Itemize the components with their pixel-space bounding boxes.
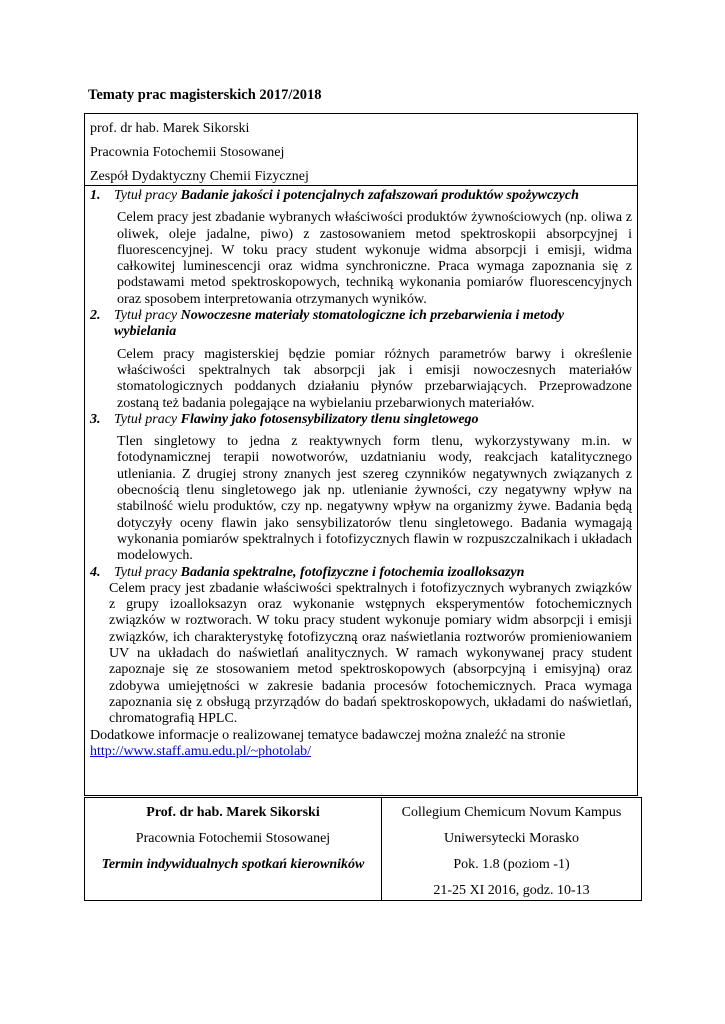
meeting-table [84,797,642,901]
topic-4-heading [90,565,632,581]
topic-label: Tytuł pracy [114,411,178,427]
topic-number: 3. [90,411,101,427]
supervisor-name: Prof. dr hab. Marek Sikorski [146,805,320,820]
topic-label: Tytuł pracy [114,188,178,203]
topic-1-heading [90,188,632,204]
lab-name: Pracownia Fotochemii Stosowanej [90,145,285,160]
topic-label: Tytuł pracy [114,308,178,324]
topic-label: Tytuł pracy [114,564,178,580]
topic-2-body: Celem pracy magisterskiej będzie pomiar różnych parametrów barwy i określenie właściwości spektralnych tak absorpcji jak i emisji nowoczesnych materiałów stomatologicznych poddanych działaniu płynów przebarwiających. Przeprowadzone zostaną też badania polegające na wybielaniu przebarwionych materiałów. [117,346,632,411]
topic-number: 1. [90,188,101,203]
meeting-right-cell [382,798,641,900]
topics-list [85,186,637,760]
topic-title: Badanie jakości i potencjalnych zafałszowań produktów spożywczych [180,188,579,203]
page-title: Tematy prac magisterskich 2017/2018 [88,87,322,103]
topic-number: 2. [90,308,101,324]
photolab-link[interactable]: http://www.staff.amu.edu.pl/~photolab/ [90,743,312,759]
building-name: Collegium Chemicum Novum Kampus [401,805,622,820]
topic-3-heading [90,412,632,428]
topic-title: Nowoczesne materiały stomatologiczne ich przebarwienia i metody [180,308,565,324]
topic-3-body: Tlen singletowy to jedna z reaktywnych form tlenu, wykorzystywany m.in. w fotodynamicznej terapii nowotworów, uzdatnianiu wody, reakcjach katalitycznego utleniania. Z drugiej strony znanych jest szereg czynników negatywnych związanych z obecnością tlenu singletowego jak np. utlenianie żywności, czy negatywny wpływ na stabilność wielu produktów, czy np. negatywny wpływ na organizmy żywe. Badania będą dotyczyły oceny flawin jako sensybilizatorów tlenu singletowego. Badania wymagają wykonania pomiarów spektralnych i fotofizycznych flawin w rozpuszczalnikach i układach modelowych. [117,434,632,564]
topic-title: Badania spektralne, fotofizyczne i fotochemia izoalloksazyn [180,564,525,580]
topic-4-body: Celem pracy jest zbadanie właściwości spektralnych i fotofizycznych wybranych związków z grupy izoalloksazyn oraz wykonanie wstępnych eksperymentów fotochemicznych związków w roztworach. W toku pracy student wykonuje pomiary widm absorpcji i emisji związków, ich charakterystykę fotofizyczną oraz naświetlania roztworów promieniowaniem UV na układach do naświetlań analitycznych. W ramach wykonywanej pracy student zapoznaje się ze stosowaniem metod spektroskopowych (absorpcyjną i emisyjną) oraz zdobywa umiejętności w zakresie badania procesów fotochemicznych. Praca wymaga zapoznania się z obsługą przyrządów do badań spektroskopowych, układami do naświetlań, chromatografią HPLC. [109,580,632,727]
meeting-left-cell [85,798,382,900]
supervisor-name: prof. dr hab. Marek Sikorski [90,121,250,136]
team-name: Zespół Dydaktyczny Chemii Fizycznej [90,169,309,184]
meeting-term-label: Termin indywidualnych spotkań kierowników [101,857,365,872]
room-number: Pok. 1.8 (poziom -1) [453,857,570,872]
additional-info: Dodatkowe informacje o realizowanej tematyce badawczej można znaleźć na stronie [90,727,566,743]
meeting-date: 21-25 XI 2016, godz. 10-13 [433,883,590,898]
topic-1-body: Celem pracy jest zbadanie wybranych właściwości produktów żywnościowych (np. oliwa z oliwek, oleje jadalne, piwo) z zastosowaniem metod spektroskopii absorpcyjnej i fluorescencyjnej. W toku pracy student wykonuje widma absorpcji i emisji, widma całkowitej luminescencji oraz widma synchroniczne. Praca wymaga zapoznania się z podstawami metod spektroskopowych, techniką wykonania pomiarów fluorescencyjnych oraz sposobem interpretowania otrzymanych wyników. [117,210,632,307]
lab-name: Pracownia Fotochemii Stosowanej [135,831,331,846]
campus-name: Uniwersytecki Morasko [444,831,579,846]
topic-title: Flawiny jako fotosensybilizatory tlenu singletowego [180,411,479,427]
topic-2-heading [90,308,632,324]
topic-number: 4. [90,564,101,580]
topic-2-title-continued: wybielania [114,324,177,340]
topics-table [84,113,638,796]
supervisor-header [85,114,637,186]
